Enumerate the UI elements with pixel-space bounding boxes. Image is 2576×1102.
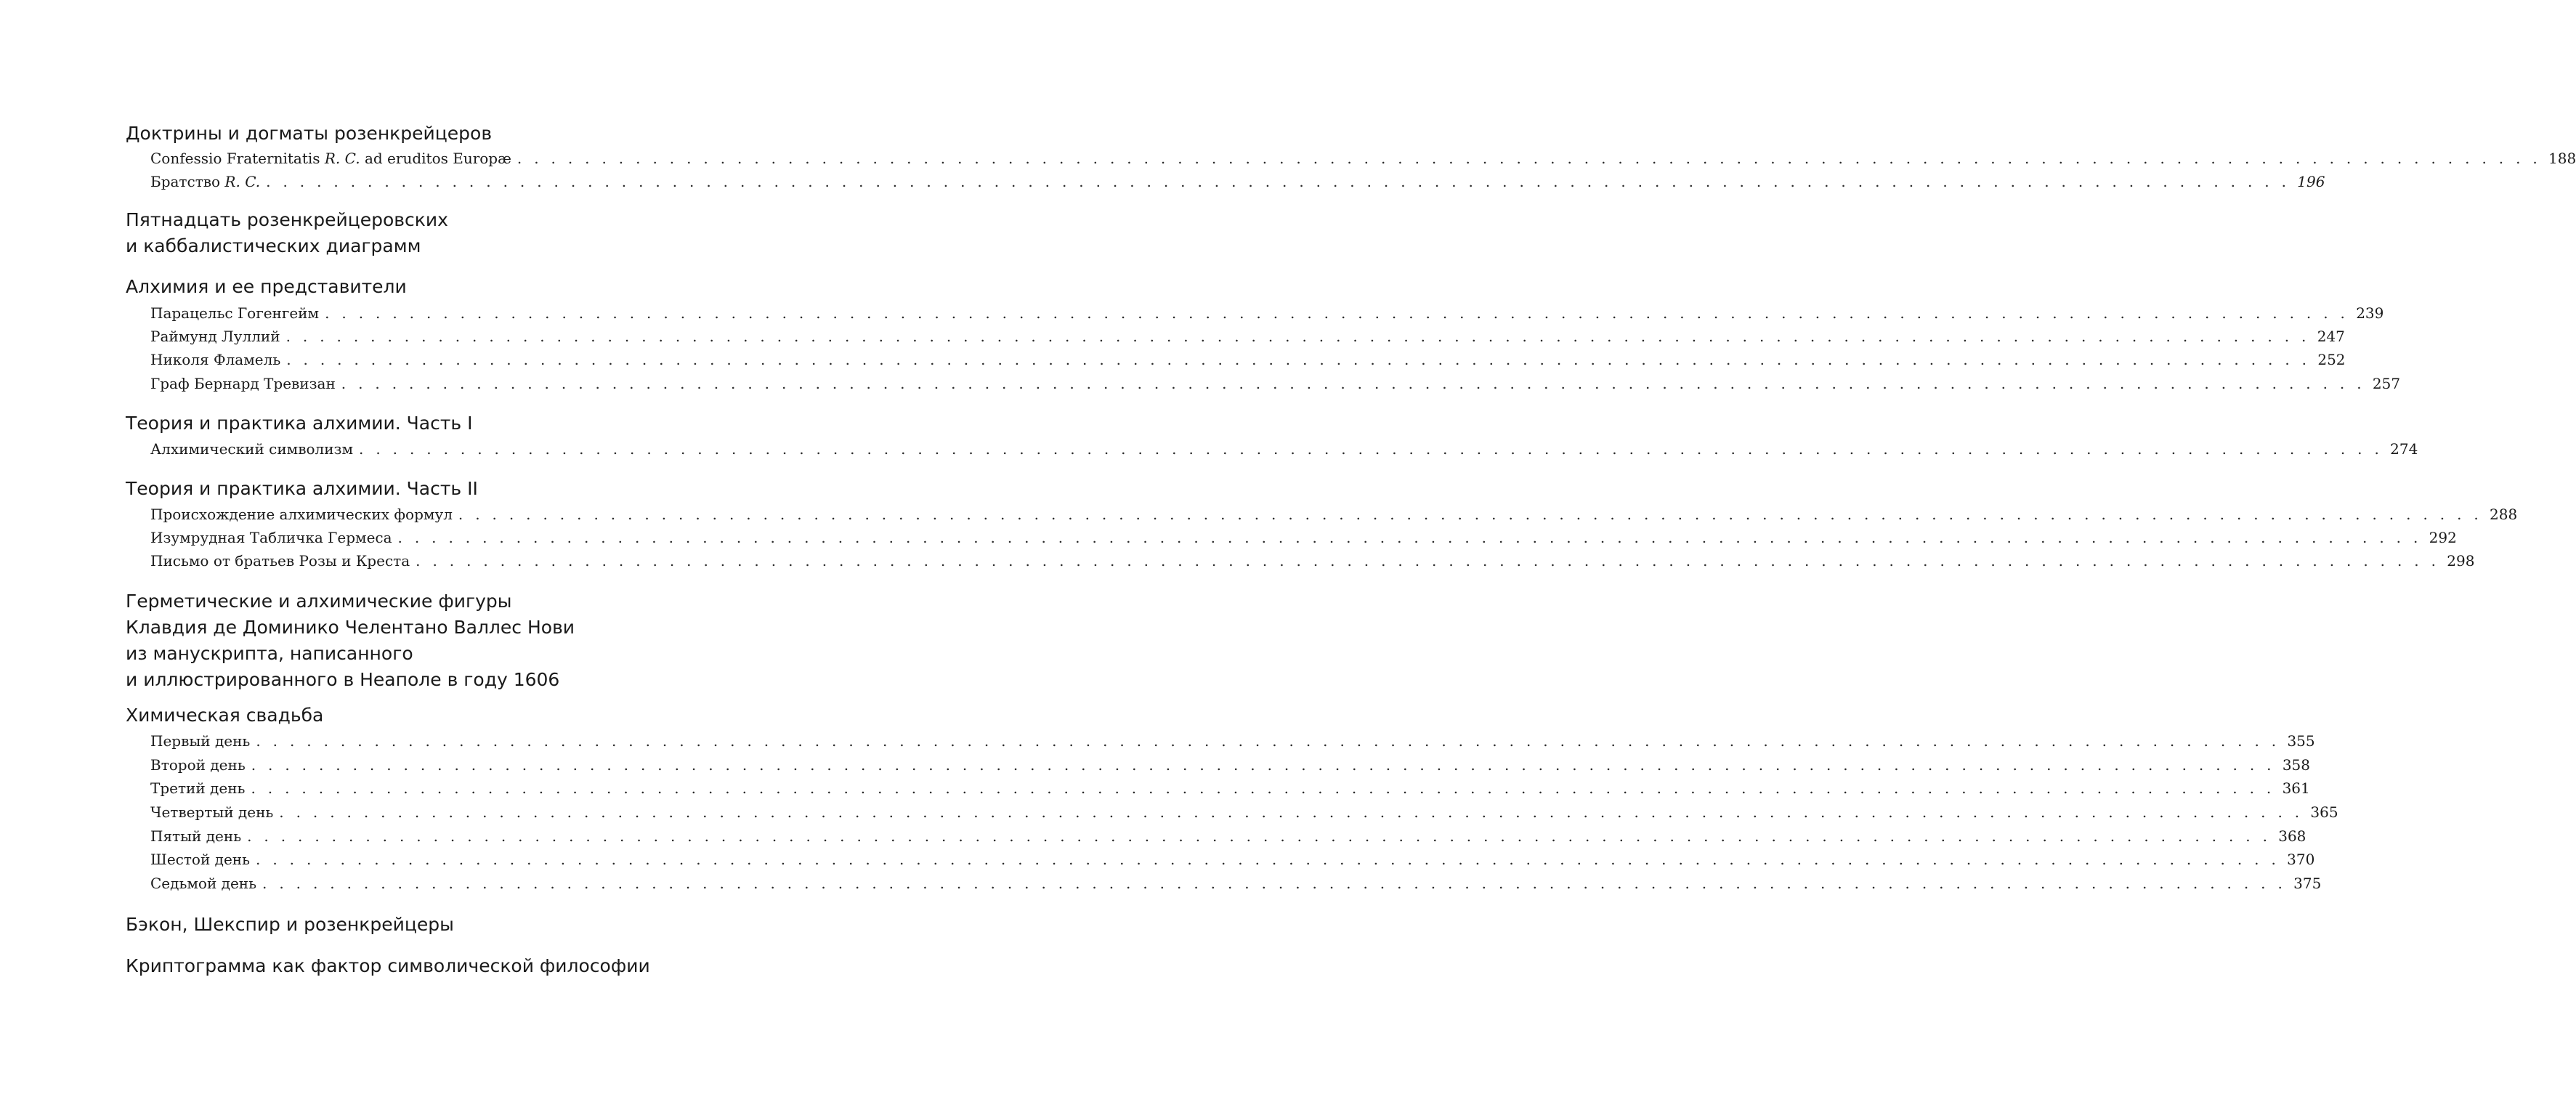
- chapter-heading-line: Герметические и алхимические фигуры: [126, 591, 512, 612]
- toc-entry-title-text: ad eruditos Europæ: [360, 150, 511, 167]
- chapter-heading: [126, 207, 649, 259]
- toc-entry-title-text: Четвертый день: [150, 803, 274, 821]
- chapter-heading-line: Доктрины и догматы розенкрейцеров: [126, 123, 493, 144]
- page-number: 196: [2297, 173, 2325, 190]
- toc-entry-title-text: Седьмой день: [150, 875, 256, 892]
- toc-entry[interactable]: [150, 730, 2315, 752]
- toc-entry[interactable]: [150, 349, 2346, 370]
- toc-entry[interactable]: [150, 848, 2315, 870]
- toc-entry-title: [150, 349, 286, 370]
- toc-entry[interactable]: [150, 438, 2418, 460]
- toc-entry-title: [150, 171, 266, 193]
- page-number: 375: [2293, 875, 2322, 892]
- toc-entry-title-text: Происхождение алхимических формул: [150, 506, 453, 523]
- toc-entry[interactable]: [150, 171, 2325, 193]
- page-number: 361: [2282, 779, 2310, 797]
- toc-entry-title: [150, 302, 325, 324]
- toc-entry-title-text: Алхимический символизм: [150, 440, 354, 458]
- toc-entry[interactable]: [150, 825, 2306, 847]
- chapter-heading-line: Алхимия и ее представители: [126, 276, 407, 297]
- dot-leader: . . . . . . . . . . . . . . . . . . . . . . . . . . . . . . . . . . . . . . . . . . . . . . . . . . . . . . . . . . . . . . . . . . . . . . . . . . . . . . . . . . . . . . . . . . . . . . . . . . . . . . . . . . . . . . . . . . . . . . . .: [251, 779, 2275, 797]
- toc-entry-title-text: Первый день: [150, 732, 251, 750]
- toc-entry-title: [150, 550, 416, 572]
- toc-entry[interactable]: [150, 325, 2345, 347]
- dot-leader: . . . . . . . . . . . . . . . . . . . . . . . . . . . . . . . . . . . . . . . . . . . . . . . . . . . . . . . . . . . . . . . . . . . . . . . . . . . . . . . . . . . . . . . . . . . . . . . . . . . . . . . . . . . . . . . . . . . . . . . .: [359, 440, 2383, 458]
- dot-leader: . . . . . . . . . . . . . . . . . . . . . . . . . . . . . . . . . . . . . . . . . . . . . . . . . . . . . . . . . . . . . . . . . . . . . . . . . . . . . . . . . . . . . . . . . . . . . . . . . . . . . . . . . . . . . . . . . . . . . . . .: [262, 875, 2287, 892]
- toc-entry-title: [150, 754, 251, 776]
- page-number: 257: [2372, 375, 2401, 392]
- chapter-heading-line: Химическая свадьба: [126, 705, 324, 726]
- toc-entry-title: [150, 777, 251, 799]
- toc-entry-title-text: Парацельс Гогенгейм: [150, 304, 320, 322]
- toc-entry-title-italic: R. C.: [324, 150, 360, 167]
- toc-entry-title-text: Третий день: [150, 779, 246, 797]
- toc-entry-title-text: Николя Фламель: [150, 351, 281, 368]
- chapter-heading-line: Пятнадцать розенкрейцеровских: [126, 209, 448, 230]
- dot-leader: . . . . . . . . . . . . . . . . . . . . . . . . . . . . . . . . . . . . . . . . . . . . . . . . . . . . . . . . . . . . . . . . . . . . . . . . . . . . . . . . . . . . . . . . . . . . . . . . . . . . . . . . . . . . . . . . . . . . . . . .: [341, 375, 2365, 392]
- toc-entry-title: [150, 825, 247, 847]
- chapter-heading-line: Криптограмма как фактор символической философии: [126, 955, 650, 976]
- chapter-heading-line: Теория и практика алхимии. Часть I: [126, 413, 473, 434]
- toc-entry[interactable]: [150, 302, 2384, 324]
- chapter-heading: [126, 702, 649, 729]
- chapter-heading-line: из манускрипта, написанного: [126, 643, 413, 664]
- dot-leader: . . . . . . . . . . . . . . . . . . . . . . . . . . . . . . . . . . . . . . . . . . . . . . . . . . . . . . . . . . . . . . . . . . . . . . . . . . . . . . . . . . . . . . . . . . . . . . . . . . . . . . . . . . . . . . . . . . . . . . . .: [397, 529, 2422, 546]
- toc-entry-title-text: Пятый день: [150, 827, 242, 845]
- chapter-heading-line: Клавдия де Доминико Челентано Валлес Нови: [126, 617, 575, 638]
- toc-entry-title-italic: R. C.: [224, 173, 261, 190]
- page-number: 368: [2278, 827, 2306, 845]
- page-number: 239: [2356, 304, 2384, 322]
- toc-entry[interactable]: [150, 801, 2338, 823]
- toc-entry[interactable]: [150, 527, 2457, 548]
- toc-entry[interactable]: [150, 777, 2310, 799]
- toc-entry-title: [150, 730, 256, 752]
- chapter-heading: [126, 912, 649, 938]
- toc-entry-title-text: Раймунд Луллий: [150, 328, 280, 345]
- page-number: 252: [2317, 351, 2346, 368]
- dot-leader: . . . . . . . . . . . . . . . . . . . . . . . . . . . . . . . . . . . . . . . . . . . . . . . . . . . . . . . . . . . . . . . . . . . . . . . . . . . . . . . . . . . . . . . . . . . . . . . . . . . . . . . . . . . . . . . . . . . . . . . .: [256, 732, 2280, 750]
- toc-entry-title: [150, 848, 256, 870]
- chapter-heading-line: Бэкон, Шекспир и розенкрейцеры: [126, 914, 454, 935]
- dot-leader: . . . . . . . . . . . . . . . . . . . . . . . . . . . . . . . . . . . . . . . . . . . . . . . . . . . . . . . . . . . . . . . . . . . . . . . . . . . . . . . . . . . . . . . . . . . . . . . . . . . . . . . . . . . . . . . . . . . . . . . .: [458, 506, 2483, 523]
- toc-entry-title-text: Confessio Fraternitatis: [150, 150, 325, 167]
- chapter-heading: [126, 274, 649, 300]
- page-number: 247: [2317, 328, 2345, 345]
- page-number: 370: [2287, 851, 2315, 868]
- toc-entry-title: [150, 872, 262, 894]
- toc-entry-title-text: Второй день: [150, 756, 246, 774]
- dot-leader: . . . . . . . . . . . . . . . . . . . . . . . . . . . . . . . . . . . . . . . . . . . . . . . . . . . . . . . . . . . . . . . . . . . . . . . . . . . . . . . . . . . . . . . . . . . . . . . . . . . . . . . . . . . . . . . . . . . . . . . .: [325, 304, 2349, 322]
- toc-entry-title: [150, 373, 341, 394]
- dot-leader: . . . . . . . . . . . . . . . . . . . . . . . . . . . . . . . . . . . . . . . . . . . . . . . . . . . . . . . . . . . . . . . . . . . . . . . . . . . . . . . . . . . . . . . . . . . . . . . . . . . . . . . . . . . . . . . . . . . . . . . .: [247, 827, 2272, 845]
- toc-entry[interactable]: [150, 373, 2401, 394]
- toc-entry-title: [150, 503, 458, 525]
- toc-entry-title-text: Изумрудная Табличка Гермеса: [150, 529, 392, 546]
- page-number: 298: [2447, 552, 2475, 570]
- page-number: 365: [2310, 803, 2338, 821]
- chapter-heading: [126, 476, 649, 502]
- toc-entry-title: [150, 438, 359, 460]
- toc-entry[interactable]: [150, 550, 2475, 572]
- toc-entry-title: [150, 527, 398, 548]
- dot-leader: . . . . . . . . . . . . . . . . . . . . . . . . . . . . . . . . . . . . . . . . . . . . . . . . . . . . . . . . . . . . . . . . . . . . . . . . . . . . . . . . . . . . . . . . . . . . . . . . . . . . . . . . . . . . . . . . . . . . . . . .: [517, 150, 2542, 167]
- toc-entry[interactable]: [150, 754, 2311, 776]
- toc-entry-title: [150, 325, 286, 347]
- toc-entry[interactable]: [150, 872, 2322, 894]
- dot-leader: . . . . . . . . . . . . . . . . . . . . . . . . . . . . . . . . . . . . . . . . . . . . . . . . . . . . . . . . . . . . . . . . . . . . . . . . . . . . . . . . . . . . . . . . . . . . . . . . . . . . . . . . . . . . . . . . . . . . . . . .: [416, 552, 2440, 570]
- dot-leader: . . . . . . . . . . . . . . . . . . . . . . . . . . . . . . . . . . . . . . . . . . . . . . . . . . . . . . . . . . . . . . . . . . . . . . . . . . . . . . . . . . . . . . . . . . . . . . . . . . . . . . . . . . . . . . . . . . . . . . . .: [286, 351, 2311, 368]
- dot-leader: . . . . . . . . . . . . . . . . . . . . . . . . . . . . . . . . . . . . . . . . . . . . . . . . . . . . . . . . . . . . . . . . . . . . . . . . . . . . . . . . . . . . . . . . . . . . . . . . . . . . . . . . . . . . . . . . . . . . . . . .: [251, 756, 2275, 774]
- chapter-heading: [126, 121, 649, 147]
- chapter-heading-line: и иллюстрированного в Неаполе в году 1606: [126, 669, 560, 690]
- page-number: 355: [2287, 732, 2315, 750]
- toc-entry[interactable]: [150, 147, 2576, 169]
- toc-entry-title-text: Шестой день: [150, 851, 251, 868]
- page-number: 274: [2390, 440, 2418, 458]
- page-number: 358: [2282, 756, 2311, 774]
- dot-leader: . . . . . . . . . . . . . . . . . . . . . . . . . . . . . . . . . . . . . . . . . . . . . . . . . . . . . . . . . . . . . . . . . . . . . . . . . . . . . . . . . . . . . . . . . . . . . . . . . . . . . . . . . . . . . . . . . . . . . . . .: [279, 803, 2304, 821]
- chapter-heading: [126, 953, 649, 979]
- dot-leader: . . . . . . . . . . . . . . . . . . . . . . . . . . . . . . . . . . . . . . . . . . . . . . . . . . . . . . . . . . . . . . . . . . . . . . . . . . . . . . . . . . . . . . . . . . . . . . . . . . . . . . . . . . . . . . . . . . . . . . . .: [266, 173, 2291, 190]
- chapter-heading-line: Теория и практика алхимии. Часть II: [126, 478, 478, 499]
- toc-entry-title: [150, 147, 517, 169]
- toc-entry-title: [150, 801, 279, 823]
- page-number: 292: [2429, 529, 2457, 546]
- chapter-heading: [126, 588, 649, 693]
- toc-entry-title-text: Письмо от братьев Розы и Креста: [150, 552, 410, 570]
- page-number: 288: [2490, 506, 2518, 523]
- toc-entry-title-text: Граф Бернард Тревизан: [150, 375, 336, 392]
- dot-leader: . . . . . . . . . . . . . . . . . . . . . . . . . . . . . . . . . . . . . . . . . . . . . . . . . . . . . . . . . . . . . . . . . . . . . . . . . . . . . . . . . . . . . . . . . . . . . . . . . . . . . . . . . . . . . . . . . . . . . . . .: [256, 851, 2280, 868]
- chapter-heading-line: и каббалистических диаграмм: [126, 235, 421, 256]
- toc-entry-title-text: Братство: [150, 173, 225, 190]
- chapter-heading: [126, 410, 649, 437]
- page-number: 188: [2548, 150, 2576, 167]
- dot-leader: . . . . . . . . . . . . . . . . . . . . . . . . . . . . . . . . . . . . . . . . . . . . . . . . . . . . . . . . . . . . . . . . . . . . . . . . . . . . . . . . . . . . . . . . . . . . . . . . . . . . . . . . . . . . . . . . . . . . . . . .: [285, 328, 2310, 345]
- toc-entry[interactable]: [150, 503, 2518, 525]
